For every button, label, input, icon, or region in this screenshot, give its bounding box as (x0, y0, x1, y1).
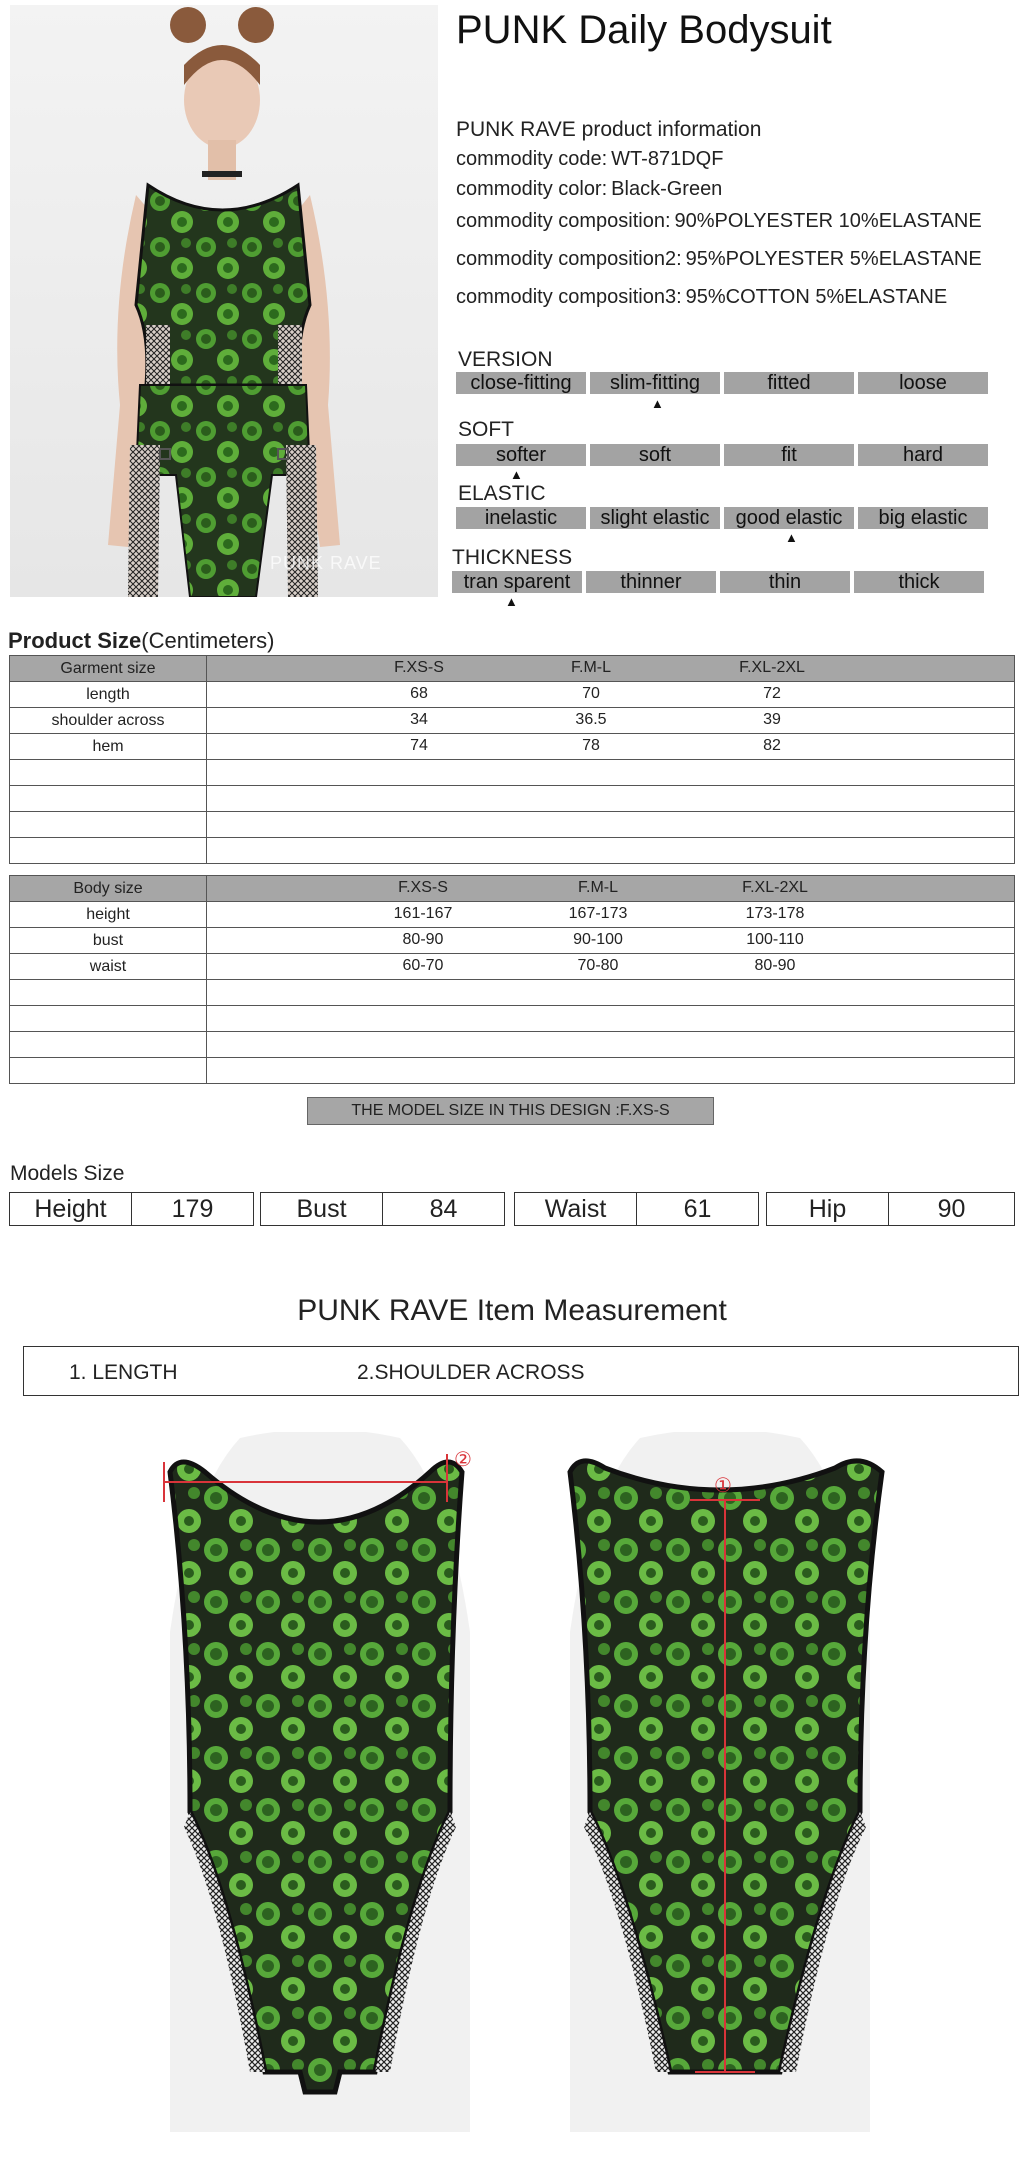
table-row (10, 928, 1015, 954)
models-size-title: Models Size (10, 1162, 125, 1185)
attr-elastic-title: ELASTIC (458, 482, 546, 505)
size-header: F.XL-2XL (739, 659, 805, 676)
body-size-table (9, 875, 1015, 1084)
empty-row (10, 812, 1015, 838)
body-size-header: Body size (10, 876, 207, 902)
attr-elastic-bar (456, 507, 988, 529)
attr-option: thick (854, 571, 984, 593)
info-composition2 (456, 248, 982, 271)
garment-front-view (150, 1432, 490, 2132)
product-title: PUNK Daily Bodysuit (456, 8, 832, 52)
table-cell: 36.5 (575, 711, 607, 728)
table-cell: 39 (763, 711, 781, 728)
empty-row (10, 786, 1015, 812)
measurement-legend (23, 1346, 1019, 1396)
attr-option: slight elastic (590, 507, 720, 529)
table-cell: 34 (410, 711, 428, 728)
model-height-box (9, 1192, 254, 1226)
attr-version-marker: ▲ (651, 396, 664, 411)
attr-thickness-bar (452, 571, 984, 593)
table-cell: 173-178 (745, 905, 805, 922)
row-label: waist (10, 954, 207, 980)
table-cell: 72 (763, 685, 781, 702)
table-cell: 68 (410, 685, 428, 702)
info-value: 90%POLYESTER 10%ELASTANE (674, 210, 982, 232)
model-stat-label: Bust (261, 1193, 383, 1225)
attr-option: tran sparent (452, 571, 582, 593)
measurement-item: 2.SHOULDER ACROSS (357, 1361, 585, 1384)
table-cell: 70-80 (577, 957, 619, 974)
attr-thickness-title: THICKNESS (452, 546, 573, 569)
model-stat-label: Hip (767, 1193, 889, 1225)
size-header: F.XL-2XL (742, 879, 808, 896)
info-composition3 (456, 286, 947, 309)
size-header: F.XS-S (394, 659, 444, 676)
attr-option: thin (720, 571, 850, 593)
model-size-note: THE MODEL SIZE IN THIS DESIGN :F.XS-S (307, 1097, 714, 1125)
table-row (10, 708, 1015, 734)
table-cell: 74 (410, 737, 428, 754)
measurement-item: 1. LENGTH (69, 1361, 178, 1384)
attr-option: big elastic (858, 507, 988, 529)
models-size-row (9, 1192, 1015, 1226)
attr-soft-bar (456, 444, 988, 466)
table-row (10, 734, 1015, 760)
empty-row (10, 980, 1015, 1006)
model-hip-box (766, 1192, 1015, 1226)
attr-version-bar (456, 372, 988, 394)
table-cell: 70 (582, 685, 600, 702)
empty-row (10, 838, 1015, 864)
product-photo (10, 5, 438, 597)
table-cell: 82 (763, 737, 781, 754)
row-label: height (10, 902, 207, 928)
info-value: Black-Green (611, 178, 723, 200)
row-label: hem (10, 734, 207, 760)
table-cell: 100-110 (746, 931, 804, 948)
model-stat-label: Waist (515, 1193, 637, 1225)
model-stat-value: 179 (171, 1195, 214, 1223)
product-size-title (8, 628, 275, 654)
table-row (10, 682, 1015, 708)
table-cell: 167-173 (568, 905, 628, 922)
product-size-heading: Product Size (8, 628, 142, 653)
info-value: WT-871DQF (611, 148, 724, 170)
table-header-row (10, 656, 1015, 682)
empty-row (10, 1058, 1015, 1084)
attr-option: softer (456, 444, 586, 466)
table-cell: 80-90 (754, 957, 796, 974)
attr-option: hard (858, 444, 988, 466)
info-label: commodity code: (456, 148, 608, 170)
measurement-title: PUNK RAVE Item Measurement (297, 1294, 727, 1327)
model-stat-value: 61 (683, 1195, 712, 1223)
attr-option: inelastic (456, 507, 586, 529)
table-cell: 78 (582, 737, 600, 754)
empty-row (10, 1006, 1015, 1032)
model-stat-value: 90 (937, 1195, 966, 1223)
model-illustration (10, 5, 438, 597)
attr-option: thinner (586, 571, 716, 593)
size-header: F.XS-S (398, 879, 448, 896)
table-cell: 60-70 (402, 957, 444, 974)
attr-soft-marker: ▲ (510, 467, 523, 482)
table-cell: 161-167 (393, 905, 453, 922)
attr-option: fitted (724, 372, 854, 394)
attr-elastic-marker: ▲ (785, 530, 798, 545)
attr-option: loose (858, 372, 988, 394)
empty-row (10, 760, 1015, 786)
info-composition (456, 210, 982, 233)
table-cell: 80-90 (402, 931, 444, 948)
info-code (456, 148, 723, 171)
model-stat-value: 84 (429, 1195, 458, 1223)
photo-watermark: PUNK RAVE (270, 553, 382, 573)
attr-version-title: VERSION (458, 348, 553, 371)
row-label: bust (10, 928, 207, 954)
row-label: shoulder across (10, 708, 207, 734)
size-header: F.M-L (578, 879, 618, 896)
info-heading: PUNK RAVE product information (456, 118, 762, 141)
info-value: 95%COTTON 5%ELASTANE (685, 286, 948, 308)
info-color (456, 178, 722, 201)
row-label: length (10, 682, 207, 708)
table-cell: 90-100 (573, 931, 623, 948)
length-marker: ① (714, 1473, 732, 1497)
attr-option: good elastic (724, 507, 854, 529)
attr-option: fit (724, 444, 854, 466)
model-bust-box (260, 1192, 505, 1226)
attr-option: soft (590, 444, 720, 466)
info-label: commodity composition: (456, 210, 671, 232)
garment-size-header: Garment size (10, 656, 207, 682)
info-label: commodity color: (456, 178, 608, 200)
garment-size-table (9, 655, 1015, 864)
attr-soft-title: SOFT (458, 418, 514, 441)
table-row (10, 902, 1015, 928)
info-value: 95%POLYESTER 5%ELASTANE (685, 248, 982, 270)
attr-option: slim-fitting (590, 372, 720, 394)
attr-thickness-marker: ▲ (505, 594, 518, 609)
table-row (10, 954, 1015, 980)
table-header-row (10, 876, 1015, 902)
model-waist-box (514, 1192, 759, 1226)
info-label: commodity composition2: (456, 248, 682, 270)
garment-back-view (560, 1432, 900, 2132)
empty-row (10, 1032, 1015, 1058)
model-stat-label: Height (10, 1193, 132, 1225)
info-label: commodity composition3: (456, 286, 682, 308)
product-size-unit: (Centimeters) (141, 628, 275, 653)
shoulder-marker: ② (454, 1447, 472, 1471)
attr-option: close-fitting (456, 372, 586, 394)
size-header: F.M-L (571, 659, 611, 676)
